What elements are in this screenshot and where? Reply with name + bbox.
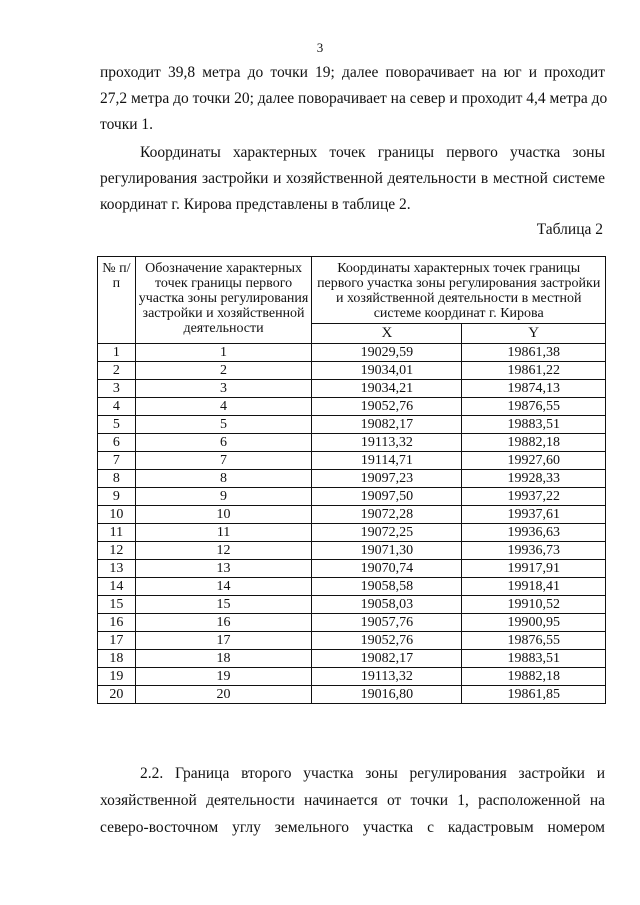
cell-number: 9 [98, 488, 136, 506]
cell-x: 19113,32 [312, 668, 462, 686]
cell-y: 19910,52 [462, 596, 606, 614]
cell-point: 2 [135, 362, 312, 380]
table-body [98, 344, 606, 704]
cell-y: 19928,33 [462, 470, 606, 488]
cell-point: 6 [135, 434, 312, 452]
text-line: 2.2. Граница второго участка зоны регулирования застройки и [140, 765, 605, 782]
cell-number: 19 [98, 668, 136, 686]
cell-x: 19113,32 [312, 434, 462, 452]
text-line: точки 1. [100, 116, 154, 133]
table-row [98, 578, 606, 596]
table-row [98, 632, 606, 650]
cell-point: 15 [135, 596, 312, 614]
cell-x: 19052,76 [312, 398, 462, 416]
cell-x: 19072,28 [312, 506, 462, 524]
table-row [98, 650, 606, 668]
table-row [98, 380, 606, 398]
table-row [98, 560, 606, 578]
cell-y: 19918,41 [462, 578, 606, 596]
cell-number: 11 [98, 524, 136, 542]
table-row [98, 686, 606, 704]
cell-y: 19937,61 [462, 506, 606, 524]
cell-x: 19082,17 [312, 650, 462, 668]
table-row [98, 470, 606, 488]
table-row [98, 452, 606, 470]
cell-y: 19883,51 [462, 416, 606, 434]
table-header-row [98, 257, 606, 324]
cell-number: 18 [98, 650, 136, 668]
cell-x: 19082,17 [312, 416, 462, 434]
cell-number: 8 [98, 470, 136, 488]
cell-y: 19861,22 [462, 362, 606, 380]
text-line: координат г. Кирова представлены в таблице 2. [100, 196, 411, 213]
cell-point: 19 [135, 668, 312, 686]
cell-x: 19071,30 [312, 542, 462, 560]
cell-number: 13 [98, 560, 136, 578]
cell-y: 19937,22 [462, 488, 606, 506]
cell-point: 8 [135, 470, 312, 488]
cell-number: 10 [98, 506, 136, 524]
cell-y: 19882,18 [462, 668, 606, 686]
cell-number: 7 [98, 452, 136, 470]
cell-point: 14 [135, 578, 312, 596]
cell-point: 1 [135, 344, 312, 362]
table-row [98, 614, 606, 632]
cell-number: 16 [98, 614, 136, 632]
header-point-designation: Обозначение характерных точек границы первого участка зоны регулирования застройки и хозяйственной деятельности [135, 257, 312, 344]
table-row [98, 506, 606, 524]
table-row [98, 416, 606, 434]
cell-number: 3 [98, 380, 136, 398]
cell-y: 19876,55 [462, 632, 606, 650]
cell-y: 19927,60 [462, 452, 606, 470]
cell-point: 10 [135, 506, 312, 524]
table-row [98, 542, 606, 560]
table-row [98, 344, 606, 362]
text-line: регулирования застройки и хозяйственной деятельности в местной системе [100, 170, 605, 187]
cell-x: 19058,58 [312, 578, 462, 596]
cell-point: 4 [135, 398, 312, 416]
cell-point: 16 [135, 614, 312, 632]
cell-number: 20 [98, 686, 136, 704]
paragraph-route-end [100, 60, 608, 138]
cell-x: 19034,21 [312, 380, 462, 398]
text-line: проходит 39,8 метра до точки 19; далее поворачивает на юг и проходит [100, 64, 605, 81]
table-row [98, 434, 606, 452]
cell-x: 19070,74 [312, 560, 462, 578]
table-row [98, 668, 606, 686]
table-row [98, 488, 606, 506]
text-line: северо-восточном углу земельного участка с кадастровым номером [100, 819, 605, 836]
page-number: 3 [316, 40, 324, 55]
cell-y: 19876,55 [462, 398, 606, 416]
table-row [98, 362, 606, 380]
cell-point: 20 [135, 686, 312, 704]
cell-y: 19874,13 [462, 380, 606, 398]
header-coordinates: Координаты характерных точек границы первого участка зоны регулирования застройки и хозяйственной деятельности в местной системе координат г. Кирова [312, 257, 606, 324]
cell-point: 11 [135, 524, 312, 542]
cell-point: 18 [135, 650, 312, 668]
header-y: Y [462, 324, 606, 344]
table-caption: Таблица 2 [536, 221, 603, 238]
cell-number: 5 [98, 416, 136, 434]
cell-y: 19936,73 [462, 542, 606, 560]
cell-y: 19936,63 [462, 524, 606, 542]
cell-x: 19057,76 [312, 614, 462, 632]
text-line: Координаты характерных точек границы первого участка зоны [140, 144, 605, 161]
paragraph-second-section [100, 760, 605, 841]
cell-number: 1 [98, 344, 136, 362]
cell-point: 13 [135, 560, 312, 578]
cell-point: 3 [135, 380, 312, 398]
cell-x: 19034,01 [312, 362, 462, 380]
table-row [98, 596, 606, 614]
cell-x: 19052,76 [312, 632, 462, 650]
cell-x: 19016,80 [312, 686, 462, 704]
cell-y: 19861,38 [462, 344, 606, 362]
cell-y: 19917,91 [462, 560, 606, 578]
text-line: 27,2 метра до точки 20; далее поворачивает на север и проходит 4,4 метра до [100, 90, 608, 107]
header-number: № п/п [98, 257, 136, 344]
coordinates-table [97, 256, 606, 704]
cell-x: 19114,71 [312, 452, 462, 470]
paragraph-table-intro [100, 140, 605, 218]
table-row [98, 398, 606, 416]
cell-y: 19900,95 [462, 614, 606, 632]
cell-number: 15 [98, 596, 136, 614]
cell-point: 5 [135, 416, 312, 434]
cell-y: 19861,85 [462, 686, 606, 704]
cell-x: 19058,03 [312, 596, 462, 614]
cell-point: 12 [135, 542, 312, 560]
cell-x: 19072,25 [312, 524, 462, 542]
cell-y: 19883,51 [462, 650, 606, 668]
cell-x: 19097,23 [312, 470, 462, 488]
table-row [98, 524, 606, 542]
cell-number: 17 [98, 632, 136, 650]
cell-number: 4 [98, 398, 136, 416]
cell-x: 19029,59 [312, 344, 462, 362]
cell-number: 6 [98, 434, 136, 452]
cell-number: 2 [98, 362, 136, 380]
cell-y: 19882,18 [462, 434, 606, 452]
cell-x: 19097,50 [312, 488, 462, 506]
cell-number: 12 [98, 542, 136, 560]
cell-number: 14 [98, 578, 136, 596]
header-x: X [312, 324, 462, 344]
cell-point: 7 [135, 452, 312, 470]
text-line: хозяйственной деятельности начинается от точки 1, расположенной на [100, 792, 605, 809]
cell-point: 17 [135, 632, 312, 650]
cell-point: 9 [135, 488, 312, 506]
